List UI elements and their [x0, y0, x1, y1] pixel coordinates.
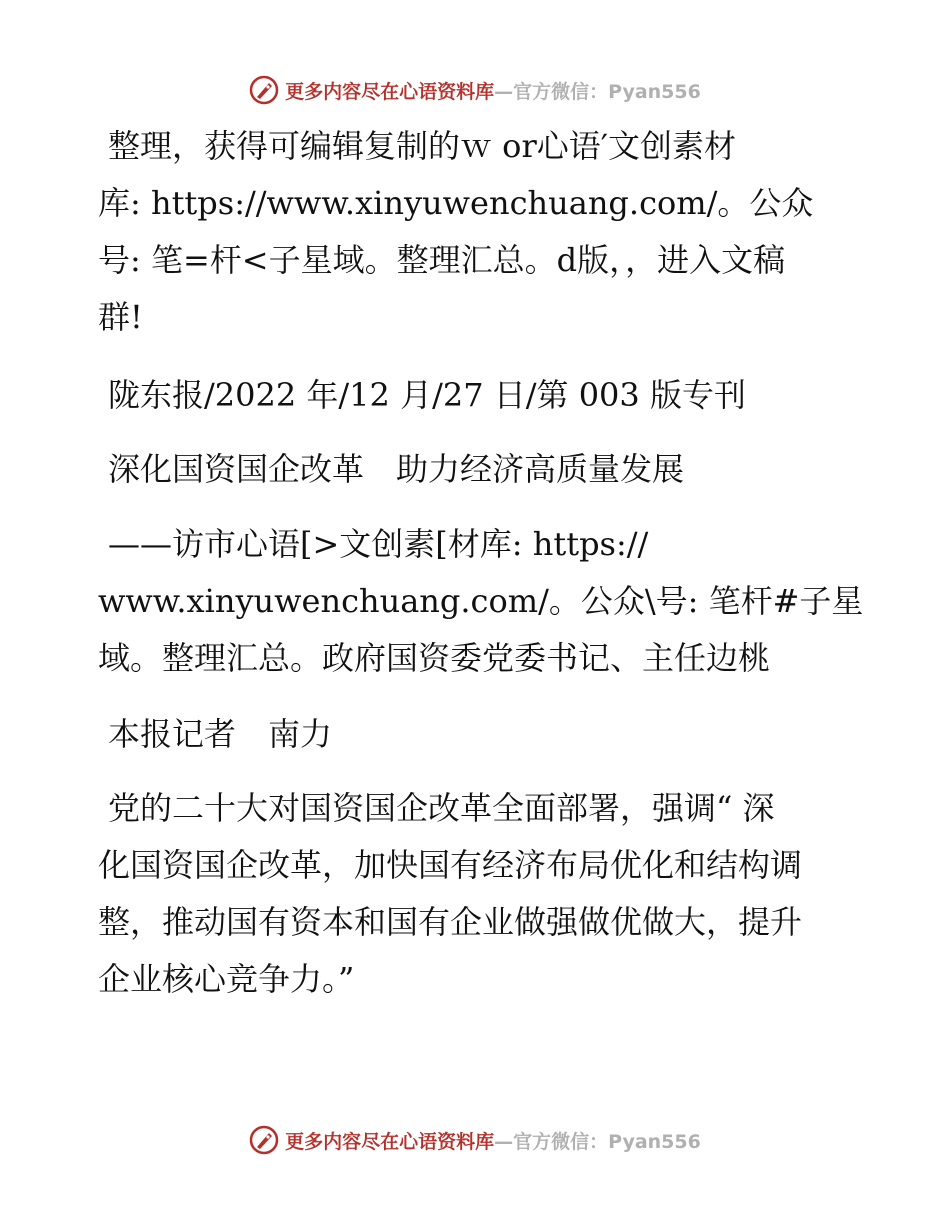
- dateline-text: 陇东报/2022 年/12 月/27 日/第 003 版专刊: [108, 376, 746, 414]
- intro-line: 库: https://www.xinyuwenchuang.com/。公众: [98, 184, 814, 222]
- body-line: 企业核心竞争力。”: [98, 960, 355, 998]
- banner-text: [285, 1127, 701, 1154]
- body-paragraph: [98, 780, 858, 1008]
- banner-wechat-text: 官方微信：Pyan556: [513, 1130, 701, 1153]
- subhead-line: www.xinyuwenchuang.com/。公众\号: 笔杆#子星: [98, 582, 864, 620]
- banner-main-text: 更多内容尽在心语资料库: [285, 1130, 495, 1153]
- intro-line: 号: 笔=杆<子星域。整理汇总。d版，，进入文稿: [98, 241, 786, 279]
- subhead-line: ——访市心语[>文创素[材库: https://: [108, 525, 649, 563]
- headline-text: 深化国资国企改革 助力经济高质量发展: [108, 450, 685, 488]
- headline: [98, 441, 858, 498]
- pen-nib-logo-icon: [249, 75, 279, 105]
- subhead: [98, 516, 864, 687]
- banner-dash: —: [494, 1130, 514, 1153]
- footer-banner: [0, 1120, 950, 1160]
- body-line: 党的二十大对国资国企改革全面部署，强调“ 深: [108, 789, 775, 827]
- body-line: 整，推动国有资本和国有企业做强做优做大，提升: [98, 903, 803, 941]
- banner-dash: —: [494, 80, 514, 103]
- intro-paragraph: [98, 118, 858, 346]
- body-line: 化国资国企改革，加快国有经济布局优化和结构调: [98, 846, 803, 884]
- dateline: [98, 367, 858, 424]
- banner-text: [285, 77, 701, 104]
- pen-nib-logo-icon: [249, 1125, 279, 1155]
- byline: [98, 706, 858, 763]
- subhead-line: 域。整理汇总。政府国资委党委书记、主任边桃: [98, 639, 771, 677]
- banner-main-text: 更多内容尽在心语资料库: [285, 80, 495, 103]
- header-banner: [0, 70, 950, 110]
- banner-wechat-text: 官方微信：Pyan556: [513, 80, 701, 103]
- intro-line: 整理，获得可编辑复制的ｗ or心语′文创素材: [108, 127, 737, 165]
- intro-line: 群!: [98, 298, 143, 336]
- byline-text: 本报记者 南力: [108, 715, 333, 753]
